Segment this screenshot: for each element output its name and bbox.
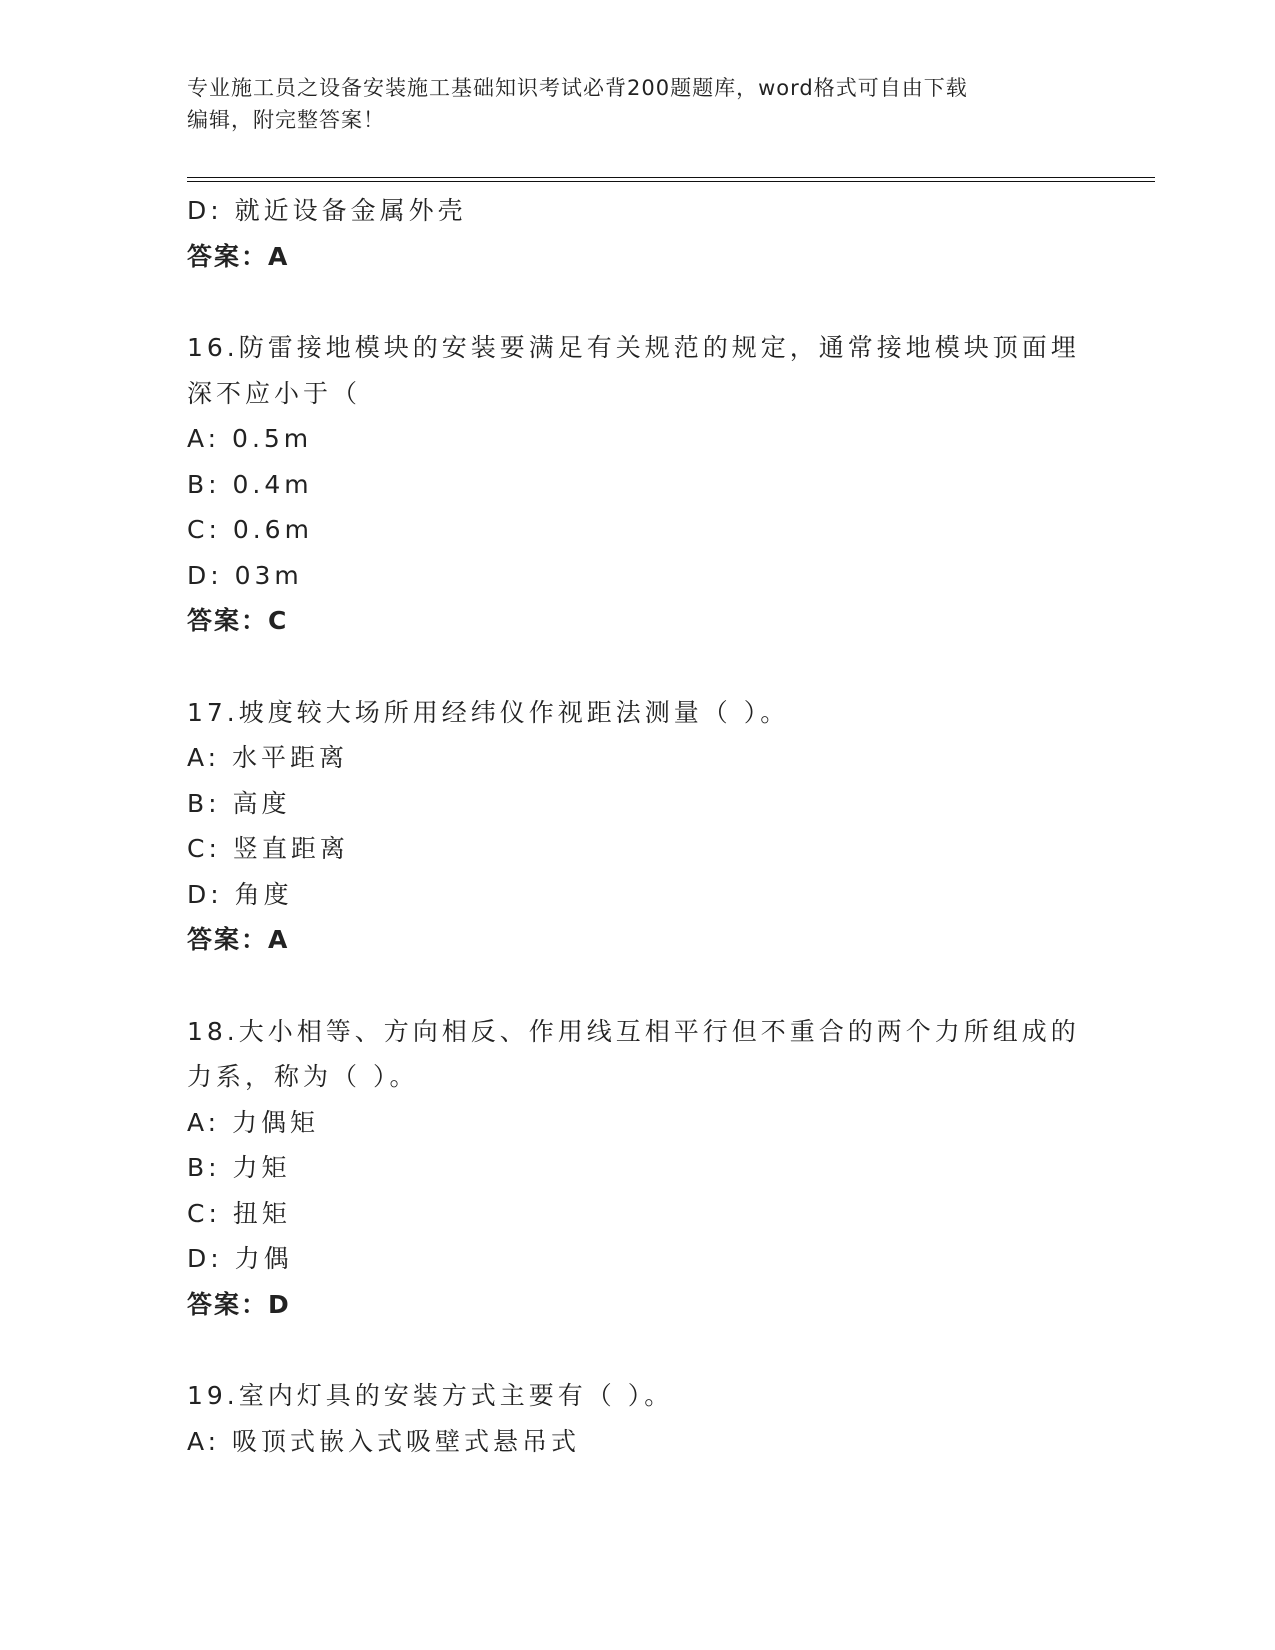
spacer <box>187 644 1087 690</box>
answer-line: 答案：C <box>187 606 289 635</box>
option-d: D: 角度 <box>187 879 293 909</box>
option-d: D: 力偶 <box>187 1244 293 1273</box>
header-divider <box>187 177 1155 182</box>
option-c: C: 0.6m <box>187 515 313 544</box>
option-d: D: 就近设备金属外壳 <box>187 196 467 225</box>
question-text: 17.坡度较大场所用经纬仪作视距法测量（ ）。 <box>187 697 790 727</box>
spacer <box>187 963 1087 1009</box>
answer-line: 答案：D <box>187 1289 291 1319</box>
question-text-continued: 深不应小于（ <box>187 378 362 408</box>
question-text: 18.大小相等、方向相反、作用线互相平行但不重合的两个力所组成的 <box>187 1016 1080 1046</box>
option-b: B: 0.4m <box>187 469 313 499</box>
question-16 <box>187 325 1087 644</box>
question-text: 16.防雷接地模块的安装要满足有关规范的规定，通常接地模块顶面埋 <box>187 333 1080 362</box>
header-title-line-1: 专业施工员之设备安装施工基础知识考试必背200题题库，word格式可自由下载 <box>187 76 968 100</box>
answer-line: 答案：A <box>187 925 290 954</box>
answer-line: 答案：A <box>187 241 290 271</box>
question-19 <box>187 1373 1087 1464</box>
option-a: A: 力偶矩 <box>187 1107 320 1137</box>
option-d: D: 03m <box>187 560 303 590</box>
option-c: C: 扭矩 <box>187 1198 291 1228</box>
question-list <box>187 188 1087 1464</box>
option-a: A: 0.5m <box>187 424 313 453</box>
header-title-line-2: 编辑，附完整答案！ <box>187 108 385 132</box>
option-c: C: 竖直距离 <box>187 834 349 863</box>
question-18 <box>187 1009 1087 1328</box>
document-header <box>187 72 1067 136</box>
option-b: B: 力矩 <box>187 1153 291 1182</box>
question-text-continued: 力系，称为（ ）。 <box>187 1062 419 1091</box>
question-17 <box>187 690 1087 963</box>
spacer <box>187 279 1087 325</box>
option-a: A: 水平距离 <box>187 743 349 772</box>
option-b: B: 高度 <box>187 788 291 818</box>
question-text: 19.室内灯具的安装方式主要有（ ）。 <box>187 1381 674 1410</box>
spacer <box>187 1327 1087 1373</box>
option-a: A: 吸顶式嵌入式吸壁式悬吊式 <box>187 1426 581 1456</box>
